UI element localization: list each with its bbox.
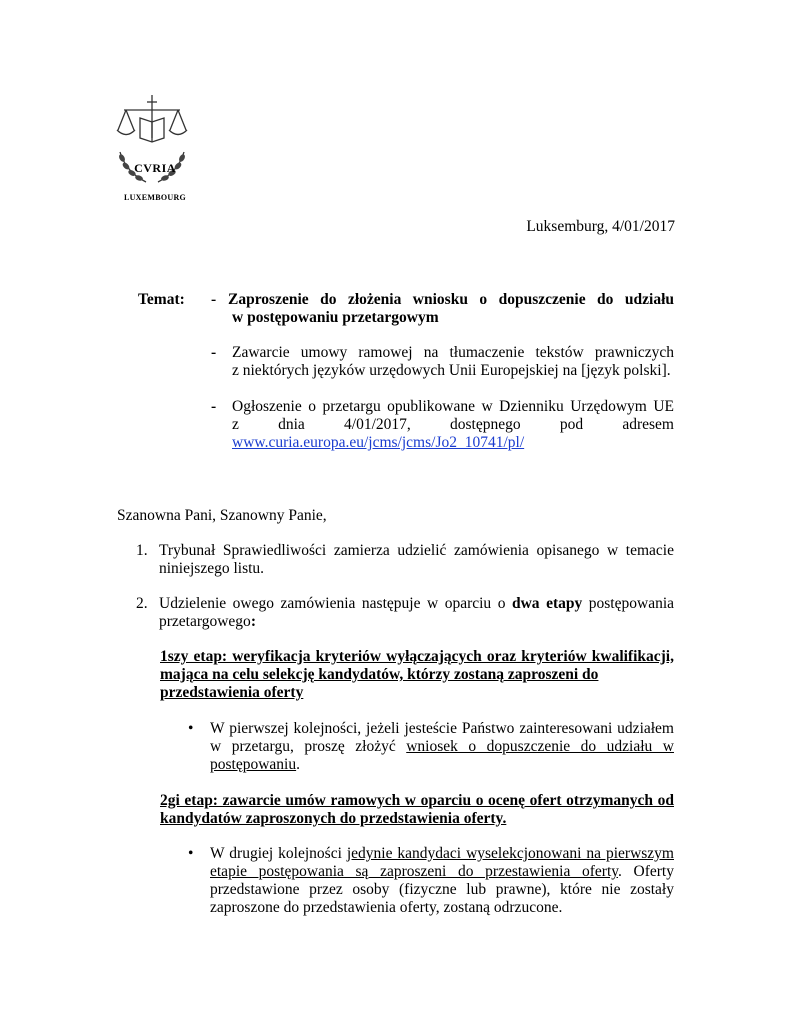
subject-label: Temat:	[138, 291, 185, 308]
subject-item2-line2: z niektórych języków urzędowych Unii Europejskiej na [język polski].	[232, 362, 671, 379]
place-date: Luksemburg, 4/01/2017	[526, 218, 675, 235]
stage1-heading-line3: przedstawienia oferty	[160, 684, 304, 701]
stage1-bullet-line1: W pierwszej kolejności, jeżeli jesteście Państwo zainteresowani udziałem	[210, 720, 674, 737]
stage1-bullet-line2: w przetargu, proszę złożyć wniosek o dopuszczenie do udziału w	[210, 738, 674, 755]
announcement-link[interactable]: www.curia.europa.eu/jcms/jcms/Jo2_10741/pl/	[232, 434, 525, 451]
stage2-bullet-line4: zaproszone do przedstawienia oferty, zostaną odrzucone.	[210, 899, 563, 916]
subject-dash-2: -	[211, 344, 217, 361]
stage1-heading-line1: 1szy etap: weryfikacja kryteriów wyłączających oraz kryteriów kwalifikacji,	[160, 648, 674, 665]
point2-line2: przetargowego:	[159, 613, 256, 630]
list-number-1: 1.	[136, 542, 148, 559]
subject-item2-line1: Zawarcie umowy ramowej na tłumaczenie tekstów prawniczych	[232, 344, 674, 361]
subject-dash-3: -	[211, 398, 217, 415]
bullet-icon: •	[188, 720, 194, 737]
subject-item1-line2: w postępowaniu przetargowym	[232, 309, 439, 326]
list-number-2: 2.	[136, 595, 148, 612]
subject-item1-line1: Zaproszenie do złożenia wniosku o dopuszczenie do udziału	[228, 291, 674, 308]
subject-dash-1: -	[211, 291, 217, 308]
stage2-heading-line1: 2gi etap: zawarcie umów ramowych w oparciu o ocenę ofert otrzymanych od	[160, 792, 674, 809]
stage2-bullet-line3: przedstawione przez osoby (fizyczne lub prawne), które nie zostały	[210, 881, 674, 898]
logo-subtitle: LUXEMBOURG	[123, 193, 187, 202]
stage2-bullet-line2: etapie postępowania są zaproszeni do przestawienia oferty. Oferty	[210, 863, 674, 880]
stage1-bullet-line3: postępowaniu.	[210, 756, 300, 773]
stage1-heading-line2: mająca na celu selekcję kandydatów, którzy zostaną zaproszeni do	[160, 666, 599, 683]
point1-line1: Trybunał Sprawiedliwości zamierza udzielić zamówienia opisanego w temacie	[159, 542, 674, 559]
curia-logo	[112, 92, 198, 202]
stage2-heading-line2: kandydatów zaproszonych do przedstawienia oferty.	[160, 810, 507, 827]
point1-line2: niniejszego listu.	[159, 560, 265, 577]
stage2-bullet-line1: W drugiej kolejności jedynie kandydaci wyselekcjonowani na pierwszym	[210, 845, 674, 862]
subject-item3-line1: Ogłoszenie o przetargu opublikowane w Dzienniku Urzędowym UE	[232, 398, 674, 415]
salutation: Szanowna Pani, Szanowny Panie,	[117, 507, 327, 524]
subject-item3-line2: z dnia 4/01/2017, dostępnego pod adresem	[232, 416, 674, 433]
logo-name: CVRIA	[134, 161, 176, 175]
scales-of-justice-icon	[112, 92, 198, 202]
bullet-icon: •	[188, 845, 194, 862]
point2-line1: Udzielenie owego zamówienia następuje w oparciu o dwa etapy postępowania	[159, 595, 675, 612]
